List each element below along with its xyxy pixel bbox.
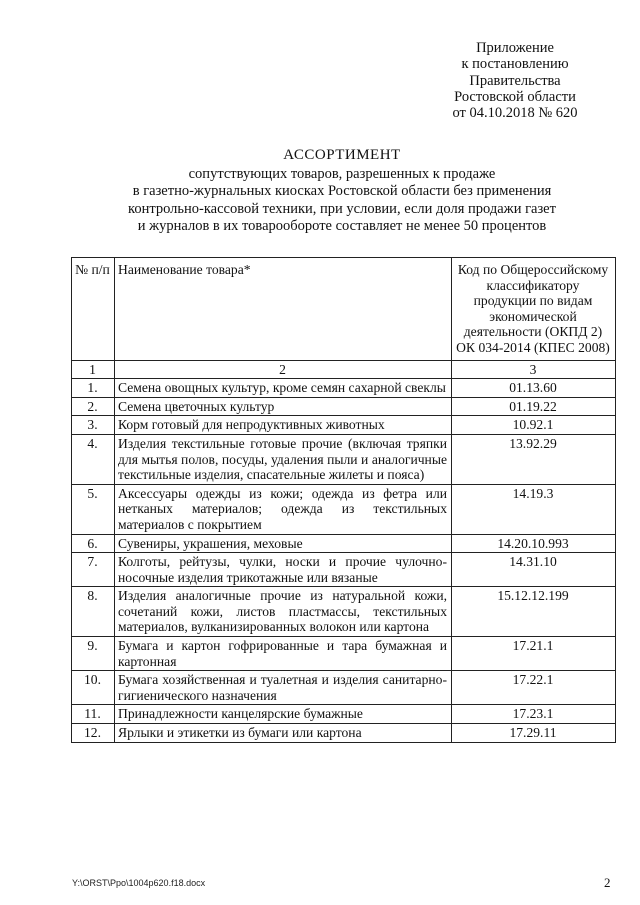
- title-line: контрольно-кассовой техники, при условии, если доля продажи газет: [128, 200, 556, 217]
- appendix-line: от 04.10.2018 № 620: [452, 105, 578, 122]
- row-number: 2.: [72, 397, 115, 416]
- row-code: 13.92.29: [452, 434, 616, 484]
- title-heading: АССОРТИМЕНТ: [283, 147, 401, 163]
- row-number: 4.: [72, 434, 115, 484]
- row-name: Семена цветочных культур: [115, 397, 452, 416]
- table-row: [72, 724, 616, 743]
- header-name: Наименование товара*: [115, 258, 452, 361]
- title-line: и журналов в их товарообороте составляет не менее 50 процентов: [137, 218, 547, 234]
- title-line: сопутствующих товаров, разрешенных к продаже: [188, 165, 496, 182]
- appendix-line: Ростовской области: [454, 88, 576, 105]
- table-row: [72, 397, 616, 416]
- row-number: 8.: [72, 587, 115, 637]
- row-number: 11.: [72, 705, 115, 724]
- row-code: 14.31.10: [452, 553, 616, 587]
- row-code: 14.20.10.993: [452, 534, 616, 553]
- row-name: Колготы, рейтузы, чулки, носки и прочие чулочно-носочные изделия трикотажные или вязаные: [115, 553, 452, 587]
- row-number: 5.: [72, 484, 115, 534]
- index-cell: 2: [115, 360, 452, 379]
- row-code: 17.22.1: [452, 671, 616, 705]
- row-number: 10.: [72, 671, 115, 705]
- row-code: 14.19.3: [452, 484, 616, 534]
- table-row: [72, 553, 616, 587]
- row-number: 12.: [72, 724, 115, 743]
- row-name: Сувениры, украшения, меховые: [115, 534, 452, 553]
- row-code: 01.13.60: [452, 379, 616, 398]
- index-cell: 3: [452, 360, 616, 379]
- header-code: Код по Общероссийскому классификатору продукции по видам экономической деятельности (ОКПД 2) ОК 034-2014 (КПЕС 2008): [452, 258, 616, 361]
- table-row: [72, 587, 616, 637]
- row-number: 6.: [72, 534, 115, 553]
- row-code: 17.21.1: [452, 637, 616, 671]
- table-row: [72, 637, 616, 671]
- table-row: [72, 671, 616, 705]
- row-code: 15.12.12.199: [452, 587, 616, 637]
- row-number: 3.: [72, 416, 115, 435]
- appendix-block: [440, 40, 590, 121]
- index-cell: 1: [72, 360, 115, 379]
- table-row: [72, 705, 616, 724]
- row-number: 9.: [72, 637, 115, 671]
- header-num: № п/п: [72, 258, 115, 361]
- table-header-row: [72, 258, 616, 361]
- document-title: [80, 147, 604, 236]
- row-number: 1.: [72, 379, 115, 398]
- page-number: 2: [604, 875, 611, 890]
- title-line: в газетно-журнальных киосках Ростовской области без применения: [132, 183, 552, 199]
- row-name: Бумага и картон гофрированные и тара бумажная и картонная: [115, 637, 452, 671]
- row-number: 7.: [72, 553, 115, 587]
- table-row: [72, 534, 616, 553]
- assortment-table: [71, 257, 616, 743]
- row-name: Изделия текстильные готовые прочие (включая тряпки для мытья полов, посуды, удаления пыли и аналогичные текстильные изделия, спасательные жилеты и пояса): [115, 434, 452, 484]
- row-code: 17.29.11: [452, 724, 616, 743]
- appendix-line: Приложение: [476, 40, 554, 56]
- appendix-line: к постановлению: [461, 56, 569, 73]
- table-row: [72, 379, 616, 398]
- table-body: [72, 360, 616, 742]
- table-row: [72, 416, 616, 435]
- table-row: [72, 434, 616, 484]
- row-name: Корм готовый для непродуктивных животных: [115, 416, 452, 435]
- row-name: Семена овощных культур, кроме семян сахарной свеклы: [115, 379, 452, 398]
- row-name: Изделия аналогичные прочие из натуральной кожи, сочетаний кожи, листов пластмассы, текстильных материалов, вулканизированных волокон или картона: [115, 587, 452, 637]
- row-name: Принадлежности канцелярские бумажные: [115, 705, 452, 724]
- row-name: Бумага хозяйственная и туалетная и изделия санитарно-гигиенического назначения: [115, 671, 452, 705]
- row-code: 17.23.1: [452, 705, 616, 724]
- appendix-line: Правительства: [469, 72, 561, 89]
- row-name: Аксессуары одежды из кожи; одежда из фетра или нетканых материалов; одежда из текстильных материалов с покрытием: [115, 484, 452, 534]
- row-name: Ярлыки и этикетки из бумаги или картона: [115, 724, 452, 743]
- row-code: 10.92.1: [452, 416, 616, 435]
- row-code: 01.19.22: [452, 397, 616, 416]
- table-row: [72, 484, 616, 534]
- file-path: Y:\ORST\Ppo\1004p620.f18.docx: [72, 878, 206, 888]
- index-row: [72, 360, 616, 379]
